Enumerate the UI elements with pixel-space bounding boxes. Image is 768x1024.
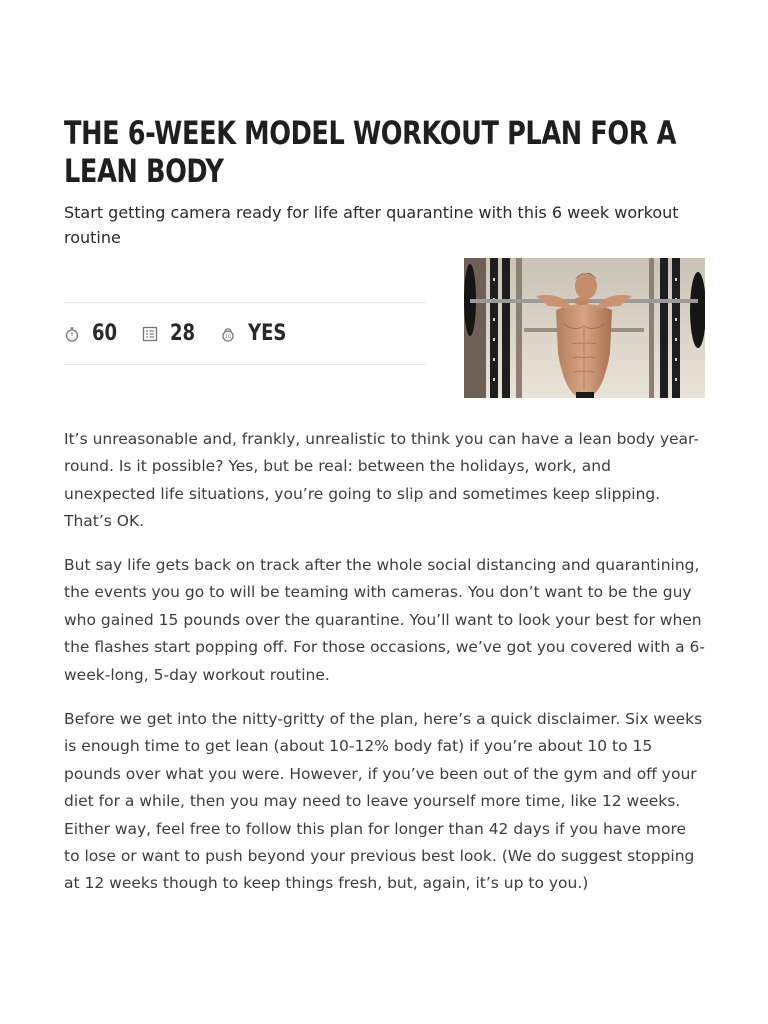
body-paragraph-3: Before we get into the nitty-gritty of the plan, here’s a quick disclaimer. Six weeks is enough time to get lean (about 10-12% body fat) if you’re about 10 to 15 pounds over what you were. However, if you’ve been out of the gym and off your diet for a while, then you may need to leave yourself more time, like 12 weeks. Either way, feel free to follow this plan for longer than 42 days if you have more to lose or want to push beyond your previous best look. (We do suggest stopping at 12 weeks though to keep things fresh, but, again, it’s up to you.)	[64, 710, 703, 893]
stat-equipment-value: YES	[248, 321, 287, 346]
kettlebell-icon	[220, 326, 236, 342]
body-paragraph-1: It’s unreasonable and, frankly, unrealistic to think you can have a lean body year-round. Is it possible? Yes, but be real: between the holidays, work, and unexpected life situations, you’re going to slip and sometimes keep slipping. That’s OK.	[64, 430, 700, 531]
svg-text:10: 10	[225, 334, 231, 340]
workout-stats	[64, 302, 426, 365]
stat-equipment	[220, 303, 295, 364]
stat-days-value: 28	[170, 321, 196, 346]
stat-days	[142, 303, 201, 364]
man-with-barbell-photo	[464, 258, 705, 398]
stopwatch-icon	[64, 326, 80, 342]
stat-duration-value: 60	[92, 321, 118, 346]
calendar-checklist-icon	[142, 326, 158, 342]
page-subtitle: Start getting camera ready for life after quarantine with this 6 week workout routine	[64, 203, 679, 247]
stat-duration	[64, 303, 123, 364]
hero-image	[464, 258, 705, 398]
page-title: THE 6-WEEK MODEL WORKOUT PLAN FOR A LEAN BODY	[64, 114, 676, 190]
body-paragraph-2: But say life gets back on track after the whole social distancing and quarantining, the events you go to will be teaming with cameras. You don’t want to be the guy who gained 15 pounds over the quarantine. You’ll want to look your best for when the flashes start popping off. For those occasions, we’ve got you covered with a 6-week-long, 5-day workout routine.	[64, 556, 705, 684]
